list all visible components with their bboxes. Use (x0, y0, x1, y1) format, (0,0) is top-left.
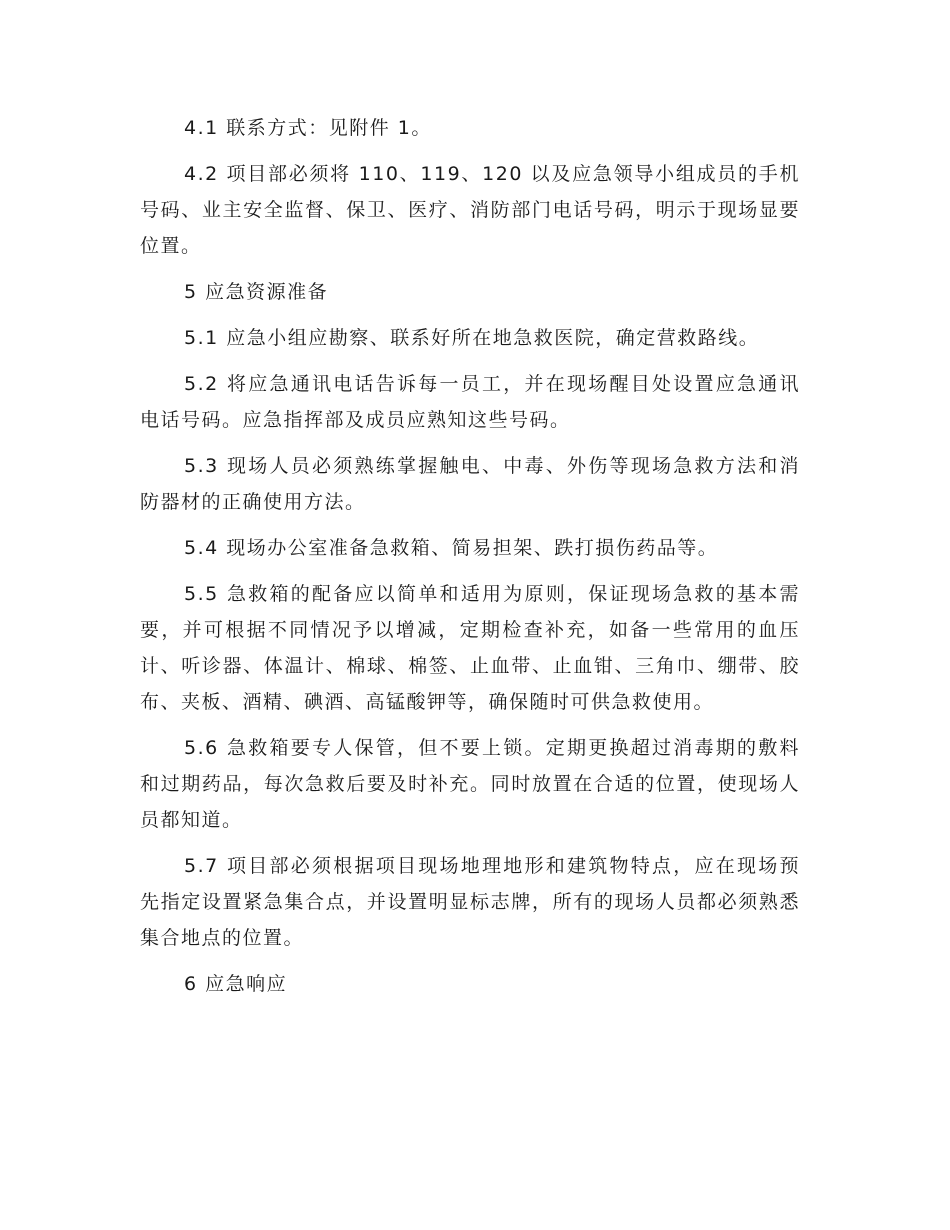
paragraph-5-4: 5.4 现场办公室准备急救箱、简易担架、跌打损伤药品等。 (184, 537, 719, 559)
document-body (140, 110, 800, 1012)
paragraph-5-7: 5.7 项目部必须根据项目现场地理地形和建筑物特点，应在现场预先指定设置紧急集合点，并设置明显标志牌，所有的现场人员都必须熟悉集合地点的位置。 (140, 855, 800, 949)
paragraph-5-1: 5.1 应急小组应勘察、联系好所在地急救医院，确定营救路线。 (184, 327, 760, 349)
paragraph-4-1: 4.1 联系方式：见附件 1。 (184, 117, 432, 139)
section-heading-6: 6 应急响应 (184, 973, 288, 995)
paragraph-4-2: 4.2 项目部必须将 110、119、120 以及应急领导小组成员的手机号码、业主安全监督、保卫、医疗、消防部门电话号码，明示于现场显要位置。 (140, 163, 800, 257)
paragraph-5-2: 5.2 将应急通讯电话告诉每一员工，并在现场醒目处设置应急通讯电话号码。应急指挥部及成员应熟知这些号码。 (140, 373, 800, 431)
paragraph-5-5: 5.5 急救箱的配备应以简单和适用为原则，保证现场急救的基本需要，并可根据不同情况予以增减，定期检查补充，如备一些常用的血压计、听诊器、体温计、棉球、棉签、止血带、止血钳、三角巾、绷带、胶布、夹板、酒精、碘酒、高锰酸钾等，确保随时可供急救使用。 (140, 583, 800, 713)
paragraph-5-3: 5.3 现场人员必须熟练掌握触电、中毒、外伤等现场急救方法和消防器材的正确使用方法。 (140, 455, 800, 513)
section-heading-5: 5 应急资源准备 (184, 281, 329, 303)
paragraph-5-6: 5.6 急救箱要专人保管，但不要上锁。定期更换超过消毒期的敷料和过期药品，每次急救后要及时补充。同时放置在合适的位置，使现场人员都知道。 (140, 737, 800, 831)
